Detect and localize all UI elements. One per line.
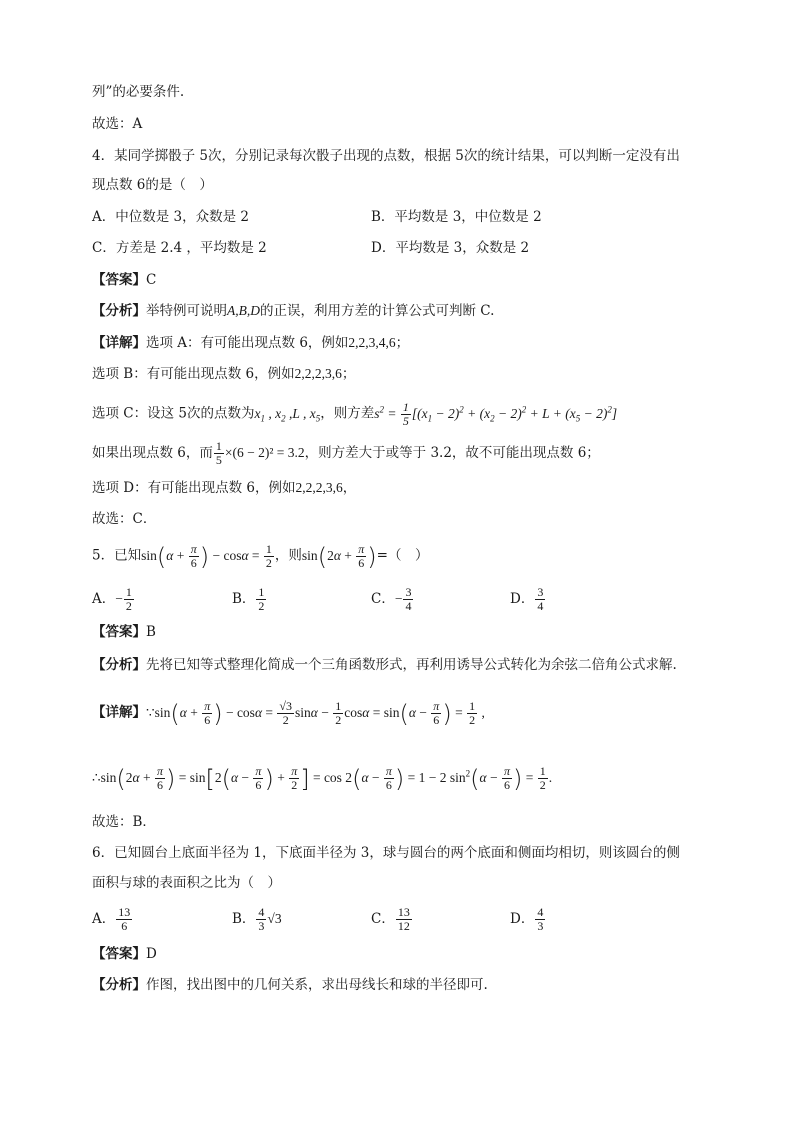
option-label: A． <box>92 911 116 927</box>
analysis-tag: 【分析】 <box>92 657 146 673</box>
punct: ； <box>341 366 356 382</box>
calc-expr: ×(6 − 2)² = 3.2 <box>224 445 305 460</box>
analysis-text: 作图，找出图中的几何关系，求出母线长和球的半径即可. <box>146 977 488 993</box>
answer-value: D <box>146 946 157 962</box>
option-label: B． <box>232 591 256 607</box>
answer-value: B <box>146 624 156 640</box>
derivation-step-1: ∵sin(α + $\frac{\pi}{6}$ ) − cosα = $\frac{√3}{2}$ sinα − $\frac{1}{2}$ cosα = sin(α − $\frac{\pi}{6}$ ) = $\frac{1}{2}$ , <box>146 699 485 728</box>
answer-select-line: 故选：A <box>92 116 143 132</box>
stem-text-mid: ，则 <box>274 547 302 564</box>
q6-option-a: A． $\frac{13}{6}$ <box>92 905 131 933</box>
punct: ； <box>395 335 410 351</box>
q4-detail-c <box>92 399 617 428</box>
q5-option-d: D． $\frac{3}{4}$ <box>510 585 544 613</box>
detail-text: 选项 A：有可能出现点数 6，例如 <box>146 335 349 351</box>
detail-text: 如果出现点数 6，而 <box>92 445 213 461</box>
q5-detail-1 <box>92 700 485 727</box>
q4-option-d: D．平均数是 3，众数是 2 <box>371 240 530 256</box>
question-6-stem: 6．已知圆台上底面半径为 1，下底面半径为 3，球与圆台的两个底面和侧面均相切，则该圆台的侧 <box>92 845 680 861</box>
analysis-text: 举特例可说明 <box>146 303 227 319</box>
detail-tag: 【详解】 <box>92 704 146 721</box>
detail-text: 选项 D：有可能出现点数 6，例如 <box>92 480 296 496</box>
question-4-stem-cont: 现点数 6的是（ ） <box>92 177 213 193</box>
q4-detail-d <box>92 478 356 498</box>
q6-option-d: D． $\frac{4}{3}$ <box>510 905 544 933</box>
q4-option-a: A．中位数是 3，众数是 2 <box>92 209 250 225</box>
q5-answer <box>92 622 156 642</box>
answer-tag: 【答案】 <box>92 624 146 640</box>
example-numbers: 2,2,3,4,6 <box>348 335 396 350</box>
q6-analysis <box>92 975 488 995</box>
q5-analysis <box>92 655 677 675</box>
question-6-stem-cont: 面积与球的表面积之比为（ ） <box>92 875 281 891</box>
analysis-tag: 【分析】 <box>92 303 146 319</box>
option-label: A． <box>92 591 116 607</box>
answer-tag: 【答案】 <box>92 272 146 288</box>
text-line: 列”的必要条件. <box>92 84 185 100</box>
variance-formula: $s^2$ = $\frac{1}{5}$ $[(x_1 - 2)^2 + (x_2 - 2)^2 + L + (x_5 - 2)^2]$ <box>374 399 618 428</box>
q4-select: 故选：C． <box>92 511 157 527</box>
analysis-text-end: 的正误，利用方差的计算公式可判断 C. <box>260 303 495 319</box>
question-5-stem <box>92 543 428 570</box>
detail-text: 选项 C：设这 5次的点数为 <box>92 405 255 422</box>
detail-tag: 【详解】 <box>92 335 146 351</box>
derivation-step-2: ∴sin(2α + $\frac{\pi}{6}$ ) = sin[2(α − $\frac{\pi}{6}$ ) + $\frac{\pi}{2}$ ] = cos 2(α − $\frac{\pi}{6}$ ) = 1 − 2 $\sin^2(\alpha$ − $\frac{\pi}{6}$ ) = $\frac{1}{2}$ . <box>92 763 553 793</box>
given-equation: sin(α + $\frac{\pi}{6}$ ) − cosα = $\frac{1}{2}$ <box>141 542 272 571</box>
q4-detail-b <box>92 364 355 384</box>
points-expr: $x_1$ , $x_2$ ,L , $x_5$ <box>254 405 321 424</box>
example-numbers: 2,2,2,3,6 <box>294 366 342 381</box>
analysis-text: 先将已知等式整理化简成一个三角函数形式，再利用诱导公式转化为余弦二倍角公式求解. <box>146 657 677 673</box>
q4-option-b: B．平均数是 3，中位数是 2 <box>371 209 542 225</box>
analysis-tag: 【分析】 <box>92 977 146 993</box>
q4-option-c: C．方差是 2.4 ，平均数是 2 <box>92 240 267 256</box>
q6-option-c: C． $\frac{13}{12}$ <box>371 905 410 933</box>
fraction-one-fifth: $\frac{1}{5}$ <box>215 439 222 467</box>
option-label: B． <box>232 911 256 927</box>
q5-detail-2 <box>92 763 552 792</box>
stem-text: 5．已知 <box>92 547 142 564</box>
example-numbers: 2,2,2,3,6 <box>295 480 343 495</box>
q4-analysis <box>92 301 494 321</box>
q5-option-b: B． $\frac{1}{2}$ <box>232 585 265 613</box>
detail-text-mid: ，则方差 <box>320 405 375 422</box>
stem-text-end: =（ ） <box>376 547 429 564</box>
q5-option-c: C．− $\frac{3}{4}$ <box>371 585 412 613</box>
q6-option-b: B． $\frac{4}{3}$ √3 <box>232 905 282 933</box>
detail-text: 选项 B：有可能出现点数 6，例如 <box>92 366 295 382</box>
option-label: D． <box>510 591 535 607</box>
option-label: C． <box>371 591 395 607</box>
detail-text-end: ，则方差大于或等于 3.2，故不可能出现点数 6； <box>304 445 600 461</box>
q6-answer <box>92 944 157 964</box>
options-expr: A,B,D <box>227 303 260 318</box>
option-label: D． <box>510 911 535 927</box>
punct: ， <box>342 480 357 496</box>
q4-detail-a <box>92 333 409 353</box>
answer-value: C <box>146 272 157 288</box>
q5-select: 故选：B． <box>92 814 156 830</box>
q5-option-a: A．− $\frac{1}{2}$ <box>92 585 132 613</box>
question-4-stem: 4．某同学掷骰子 5次，分别记录每次骰子出现的点数，根据 5次的统计结果，可以判断一定没有出 <box>92 148 680 164</box>
q4-detail-if <box>92 440 600 467</box>
target-expr: sin(2α + $\frac{\pi}{6}$ ) <box>301 542 377 571</box>
option-label: C． <box>371 911 395 927</box>
q4-answer <box>92 270 156 290</box>
answer-tag: 【答案】 <box>92 946 146 962</box>
